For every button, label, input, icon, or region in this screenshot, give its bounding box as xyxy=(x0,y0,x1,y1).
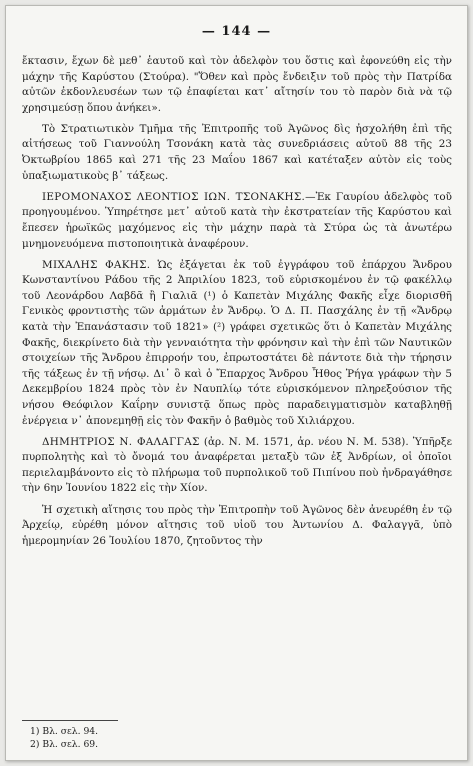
footnote: 2) Βλ. σελ. 69. xyxy=(30,739,99,750)
page-number: — 144 — xyxy=(201,24,272,39)
paragraph-text: ἔκτασιν, ἔχων δὲ μεθ᾽ ἑαυτοῦ καὶ τὸν ἀδελφὸν του ὅστις καὶ ἐφονεύθη εἰς τὴν μάχην τῆς Καρύστου (Στούρα). "Ὅθεν καὶ πρὸς ἔνδειξιν τοῦ πρὸς τὴν Πατρίδα αὐτῶν ἐκδονλευσέων των τῷ ἐπαφίεται κατ᾽ αἴτησίν του τὸ παρὸν διὰ νὰ τῷ χρησιμεύσῃ ὅπου ἀνήκει». xyxy=(22,55,452,114)
paragraph xyxy=(22,503,452,550)
paragraph xyxy=(22,190,452,252)
paragraph xyxy=(22,435,452,497)
paragraph-text: Τὸ Στρατιωτικὸν Τμῆμα τῆς Ἐπιτροπῆς τοῦ Ἀγῶνος δὶς ἠσχολήθη ἐπὶ τῆς αἰτήσεως τοῦ Γιαννούλη Τσονάκη κατὰ τὰς συνεδριάσεις αὐτοῦ 88 τῆς 23 Ὀκτωβρίου 1865 καὶ 271 τῆς 23 Μαΐου 1867 καὶ κατέταξεν αὐτὸν εἰς τοὺς ὑπαξιωματικοὺς β᾽ τάξεως. xyxy=(22,122,452,182)
paragraph-text: Ἡ σχετικὴ αἴτησις του πρὸς τὴν Ἐπιτροπὴν τοῦ Ἀγῶνος δὲν ἀνευρέθη ἐν τῷ Ἀρχείῳ, εὑρέθη μόνον αἴτησις τοῦ υἱοῦ του Ἀντωνίου Δ. Φαλαγγᾶ, ὑπὸ ἡμερομηνίαν 26 Ἰουλίου 1870, ζητοῦντος τὴν xyxy=(22,503,452,547)
paragraph xyxy=(22,122,452,184)
paragraph-text: Ὡς ἐξάγεται ἐκ τοῦ ἐγγράφου τοῦ ἐπάρχου Ἄνδρου Κωνσταντίνου Ράδου τῆς 2 Ἀπριλίου 1823, τοῦ εὑρισκομένου ἐν τῷ φακέλλῳ τοῦ Λεονάρδου Λαβδᾶ ἢ Γιαλιᾶ (¹) ὁ Καπετὰν Μιχάλης Φακῆς εἶχε διορισθῆ Γενικὸς φροντιστὴς τῶν ἁρμάτων ἐν Ἄνδρῳ. Ὁ Δ. Π. Πασχάλης ἐν τῇ «Ἄνδρῳ κατὰ τὴν Ἐπανάστασιν τοῦ 1821» (²) γράφει σχετικῶς ὅτι ὁ Καπετὰν Μιχάλης Φακῆς, διεκρίνετο διὰ τὴν γενναιότητα τὴν φρόνησιν καὶ τὴν ἐπὶ τῶν Ναυτικῶν στοιχείων τῆς Ἄνδρου ἐπιρροήν του, ἐπρωτοστάτει δὲ πάντοτε διὰ τὴν τήρησιν τῆς τάξεως ἐν τῇ νήσῳ. Δι᾽ ὃ καὶ ὁ Ἔπαρχος Ἄνδρου Ἦθος Ῥήγα γράφων τὴν 5 Δεκεμβρίου 1824 πρὸς τὸν ἐν Ναυπλίῳ τότε εὑρισκόμενον πληρεξούσιον τῆς νήσου Θεόφιλον Καΐρην συνιστᾷ ὅπως πρὸς παραδειγματισμὸν καταβληθῇ ἐνέργεια ν᾽ ἀπονεμηθῇ εἰς τὸν Φακῆν ὁ βαθμὸς τοῦ Χιλιάρχου. xyxy=(22,258,452,427)
book-page xyxy=(5,5,468,761)
entry-heading: ΔΗΜΗΤΡΙΟΣ Ν. ΦΑΛΑΓΓΑΣ xyxy=(42,435,200,448)
paragraph xyxy=(22,54,452,116)
footnote: 1) Βλ. σελ. 94. xyxy=(30,726,99,737)
paragraph xyxy=(22,258,452,430)
body-text xyxy=(22,54,452,555)
paragraph-text: —Ἐκ Γαυρίου ἀδελφὸς τοῦ προηγουμένου. Ὑπηρέτησε μετ᾽ αὐτοῦ κατὰ τὴν ἐκστρατείαν τῆς Καρύστου καὶ ἔπεσεν ἡρωϊκῶς μαχόμενος εἰς τὴν μάχην παρὰ τὰ Στύρα ὡς τὰ ἀνωτέρω μνημονευόμενα πιστοποιητικὰ ἀναφέρουν. xyxy=(22,190,452,250)
footnotes xyxy=(30,725,98,751)
footnote-divider xyxy=(22,720,118,721)
entry-heading: ΜΙΧΑΛΗΣ ΦΑΚΗΣ. xyxy=(42,258,151,271)
paragraph-text: (ἀρ. Ν. Μ. 1571, ἀρ. νέου Ν. Μ. 538). Ὑπῆρξε πυρπολητὴς καὶ τὸ ὄνομά του ἀναφέρεται μεταξὺ τῶν ἐξ Ἀνδρίων, οἱ ὁποῖοι περιελαμβάνοντο εἰς τὸ πλήρωμα τοῦ πυρπολικοῦ τοῦ Πιπίνου ποὺ ἠνδραγάθησε τὴν 6ην Ἰουνίου 1822 εἰς τὴν Χίον. xyxy=(22,435,452,495)
entry-heading: ΙΕΡΟΜΟΝΑΧΟΣ ΛΕΟΝΤΙΟΣ ΙΩΝ. ΤΣΟΝΑΚΗΣ. xyxy=(42,190,306,203)
